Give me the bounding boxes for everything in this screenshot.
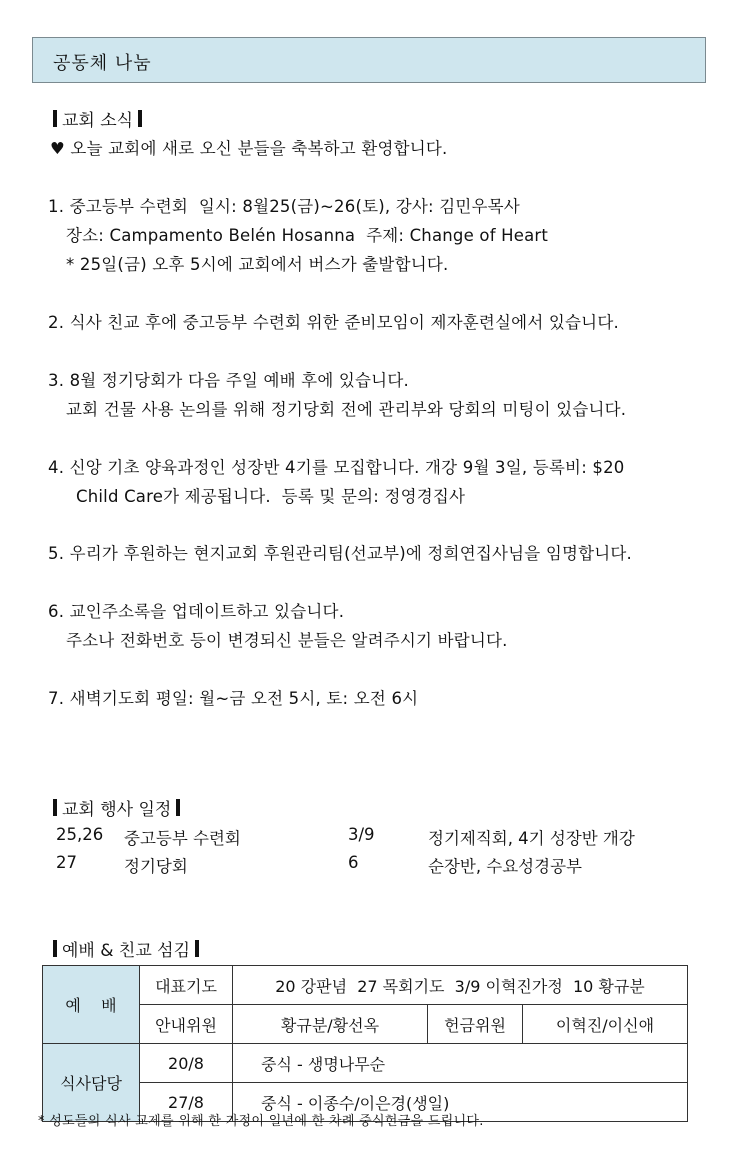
worship-label: 예 배 — [65, 996, 117, 1015]
meal-2-date: 27/8 — [168, 1092, 204, 1112]
offering-label-cell — [428, 1005, 523, 1044]
schedule-row-1-date-1: 25,26 — [56, 825, 104, 844]
schedule-row-2-event-2: 순장반, 수요성경공부 — [428, 857, 582, 876]
news-heading — [48, 106, 147, 131]
usher-label: 안내위원 — [155, 1015, 217, 1035]
schedule-row-2-date-2: 6 — [348, 853, 359, 872]
prayer-value-cell — [233, 966, 688, 1005]
usher-label-cell — [140, 1005, 233, 1044]
schedule-row-2-event-1: 정기당회 — [124, 857, 188, 876]
worship-heading-label: 예배 & 친교 섬김 — [62, 941, 190, 961]
usher-value: 황규분/황선옥 — [280, 1015, 380, 1035]
news-item-7-line-1: 7. 새벽기도회 평일: 월~금 오전 5시, 토: 오전 6시 — [48, 689, 419, 708]
schedule-row-1-event-1: 중고등부 수련회 — [124, 829, 241, 848]
heading-bar-right — [176, 799, 180, 816]
worship-heading — [48, 936, 204, 961]
news-item-5-line-1: 5. 우리가 후원하는 현지교회 후원관리팀(선교부)에 정희연집사님을 임명합니다. — [48, 544, 632, 563]
news-item-6-line-1: 6. 교인주소록을 업데이트하고 있습니다. — [48, 602, 345, 621]
prayer-label-cell — [140, 966, 233, 1005]
usher-value-cell — [233, 1005, 428, 1044]
heading-bar-right — [138, 110, 142, 127]
news-item-3-line-1: 3. 8월 정기당회가 다음 주일 예배 후에 있습니다. — [48, 371, 409, 390]
news-item-6-line-2: 주소나 전화번호 등이 변경되신 분들은 알려주시기 바랍니다. — [66, 631, 508, 650]
news-heading-label: 교회 소식 — [62, 111, 134, 131]
meal-1-text-cell — [233, 1044, 688, 1083]
schedule-row-1-event-2: 정기제직회, 4기 성장반 개강 — [428, 829, 635, 848]
welcome-line: ♥ 오늘 교회에 새로 오신 분들을 축복하고 환영합니다. — [50, 139, 448, 158]
news-item-1-line-3: * 25일(금) 오후 5시에 교회에서 버스가 출발합니다. — [66, 255, 449, 274]
footnote: * 성도들의 식사 교제를 위해 한 가정이 일년에 한 차례 중식헌금을 드립니다. — [38, 1114, 484, 1129]
offering-value-cell — [523, 1005, 688, 1044]
page-title-box — [32, 37, 706, 83]
news-item-3-line-2: 교회 건물 사용 논의를 위해 정기당회 전에 관리부와 당회의 미팅이 있습니다. — [66, 400, 627, 419]
news-item-4-line-1: 4. 신앙 기초 양육과정인 성장반 4기를 모집합니다. 개강 9월 3일, 등록비: $20 — [48, 458, 625, 477]
prayer-label: 대표기도 — [155, 976, 217, 996]
offering-value: 이혁진/이신애 — [555, 1015, 655, 1035]
worship-label-cell — [43, 966, 140, 1044]
offering-label: 헌금위원 — [444, 1015, 506, 1035]
page-title: 공동체 나눔 — [53, 53, 152, 74]
prayer-value: 20 강판념 27 목회기도 3/9 이혁진가정 10 황규분 — [275, 976, 645, 996]
schedule-heading — [48, 795, 185, 820]
schedule-row-2-date-1: 27 — [56, 853, 77, 872]
worship-table — [42, 965, 688, 1122]
meal-1-text: 중식 - 생명나무순 — [261, 1054, 386, 1074]
meal-2-text: 중식 - 이종수/이은경(생일) — [261, 1093, 450, 1113]
heading-bar-left — [53, 940, 57, 957]
meal-1-date: 20/8 — [168, 1053, 204, 1073]
meal-1-date-cell — [140, 1044, 233, 1083]
news-item-1-line-1: 1. 중고등부 수련회 일시: 8월25(금)~26(토), 강사: 김민우목사 — [48, 197, 520, 216]
schedule-row-1-date-2: 3/9 — [348, 825, 375, 844]
news-item-2-line-1: 2. 식사 친교 후에 중고등부 수련회 위한 준비모임이 제자훈련실에서 있습니다. — [48, 313, 619, 332]
heading-bar-left — [53, 799, 57, 816]
schedule-heading-label: 교회 행사 일정 — [62, 800, 172, 820]
meal-label: 식사담당 — [60, 1074, 122, 1093]
news-item-4-line-2: Child Care가 제공됩니다. 등록 및 문의: 정영경집사 — [76, 487, 466, 506]
heading-bar-right — [195, 940, 199, 957]
news-item-1-line-2: 장소: Campamento Belén Hosanna 주제: Change of Heart — [66, 226, 549, 245]
heading-bar-left — [53, 110, 57, 127]
